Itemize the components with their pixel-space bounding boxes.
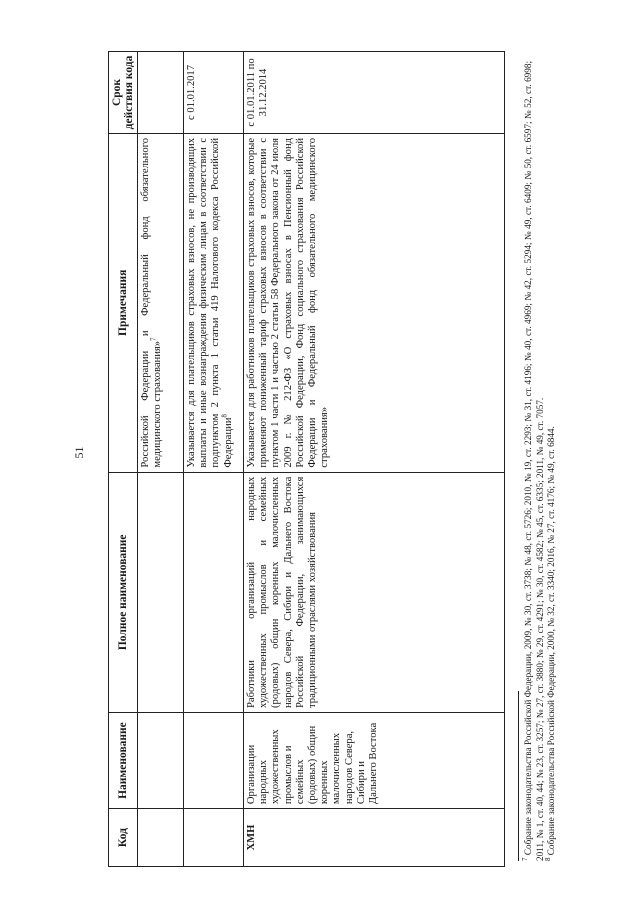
footnote-ref: 8 [220, 414, 229, 418]
header-code: Код [109, 809, 138, 867]
footnote-mark: 8 [544, 857, 553, 861]
cell-name [184, 712, 244, 808]
header-validity: Срок действия кода [109, 52, 138, 134]
footnote-text: Собрание законодательства Российской Федерации, 2009, № 30, ст. 3738; № 48, ст. 5726; 2010, № 19, ст. 2293; № 31, ст. 4196; № 40, ст. 4969; № 42, ст. 5294; № 49, ст. 6409; № 50, ст. 6597; № 52, ст. 6998; 2011, № 1, ст. 40, 44; № 23, ст. 3257; № 27, ст. 3880; № 29, ст. 4291; № 30, ст. 4582; № 45, ст. 6335; 2011, № 49, ст. 7057. [523, 60, 545, 861]
cell-full-name [184, 472, 244, 712]
cell-notes [138, 133, 184, 472]
cell-code: ХМН [244, 809, 505, 867]
table-row [244, 52, 505, 867]
footnote-mark: 7 [520, 857, 529, 861]
table-header-row [109, 52, 138, 867]
cell-validity [138, 52, 184, 134]
footnotes [520, 60, 558, 861]
table-row [138, 52, 184, 867]
cell-full-name: Работники организаций народных художественных промыслов и семейных (родовых) общин коренных малочисленных народов Севера, Сибири и Дальнего Востока Российской Федерации, занимающихся традиционными отраслями хозяйствования [244, 472, 505, 712]
page-number: 51 [72, 446, 86, 459]
header-full-name: Полное наименование [109, 472, 138, 712]
cell-code [138, 809, 184, 867]
notes-text: Российской Федерации и Федеральный фонд обязательного медицинского страхования» [140, 137, 164, 468]
cell-validity: с 01.01.2011 по 31.12.2014 [244, 52, 505, 134]
notes-text: Указывается для плательщиков страховых взносов, не производящих выплаты и иные вознаграждения физическим лицам в соответствии с подпунктом 2 пункта 1 статьи 419 Налогового кодекса Российской Федерации [186, 137, 234, 468]
cell-name: Организации народных художественных промыслов и семейных (родовых) общин коренных малочисленных народов Севера, Сибири и Дальнего Востока [244, 712, 505, 808]
notes-text: Указывается для работников плательщиков страховых взносов, которые применяют пониженный тариф страховых взносов в соответствии с пунктом 1 части 1 и частью 2 статьи 58 Федерального закона от 24 июля 2009 г. № 212-ФЗ «О страховых взносах в Пенсионный фонд Российской Федерации, Фонд социального страхования Российской Федерации и Федеральный фонд обязательного медицинского страхования» [246, 137, 331, 468]
cell-name [138, 712, 184, 808]
cell-full-name [138, 472, 184, 712]
cell-notes [244, 133, 505, 472]
footnote [520, 60, 546, 861]
header-name: Наименование [109, 712, 138, 808]
footnote [546, 61, 558, 861]
codes-table [108, 51, 505, 867]
header-notes: Примечания [109, 133, 138, 472]
table-row [184, 52, 244, 867]
footnote-text: Собрание законодательства Российской Федерации, 2000, № 32, ст. 3340; 2016, № 27, ст. 4176; № 49, ст. 6844. [546, 426, 557, 856]
footnote-divider [518, 691, 519, 861]
cell-notes [184, 133, 244, 472]
footnote-ref: 7 [149, 337, 158, 341]
cell-code [184, 809, 244, 867]
cell-validity: с 01.01.2017 [184, 52, 244, 134]
